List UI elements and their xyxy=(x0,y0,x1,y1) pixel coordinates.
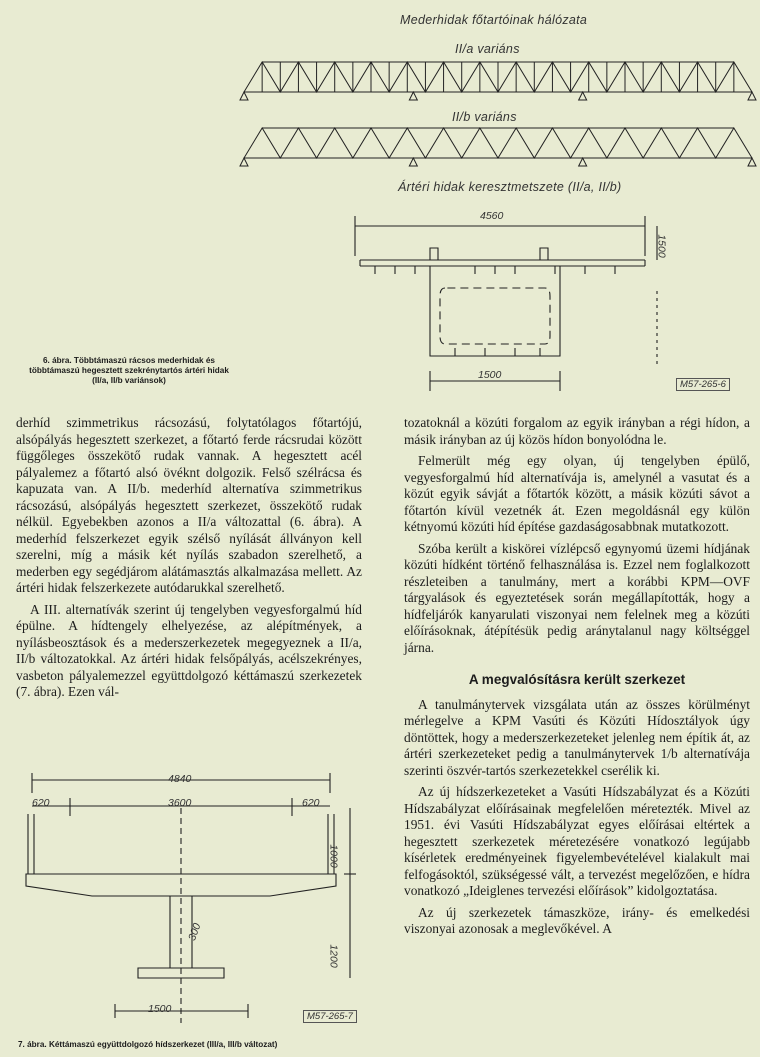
right-paragraph-5: Az új hídszerkezeteket a Vasúti Hídszabályzat és a Közúti Hídszabályzat előírásainak megfelelően méretezték. Mivel az 1951. évi Vasúti Hídszabályzat egyes előírásai eltértek a hegesztett szerkezetek méretezésére vonatkozó legújabb kísérletek eredményeinek figyelembevételével kialakult mai felfogásoktól, szükségessé vált, a tervezést megelőzően, e hídra vonatkozó „Ideiglenes tervezési előírások” kidolgoztatása. xyxy=(404,784,750,898)
fig7-middle-dimension: 3600 xyxy=(168,797,192,809)
right-paragraph-4: A tanulmánytervek vizsgálata után az összes körülményt mérlegelve a KPM Vasúti és Közúti Hídosztályok úgy döntöttek, hogy a mederszerkezeteket jelenleg nem építik át, az ártéri szerkezeteket pedig a tanulmánytervek 1/b alternatívája szerinti öszvér-tartós szerkezetekkel cserélik ki. xyxy=(404,696,750,778)
cross-side-dimension: 1500 xyxy=(655,234,668,258)
fig6-cross-section-title: Ártéri hidak keresztmetszete (II/a, II/b) xyxy=(398,180,622,194)
right-paragraph-6: Az új szerkezetek támaszköze, irány- és emelkedési viszonyai azonosak a meglevőkével. A xyxy=(404,904,750,936)
fig7-right-dimension: 620 xyxy=(302,797,320,809)
cross-top-dimension: 4560 xyxy=(480,210,504,222)
left-paragraph-1: derhíd szimmetrikus rácsozású, folytatólagos főtartójú, alsópályás hegesztett szerkezet, a főtartó ferde rácsrudai között függőleges összekötő rudak vannak. A hegesztett acél pályalemez a főtartó alsó övéknt dolgozik. Felső szélrácsa és kapuzata van. A II/b. mederhíd alternatíva szimmetrikus rácsozású, alsópályás hegesztett szerkezet, összekötő rudak nélkül. Egyebekben azonos a II/a változattal (6. ábra). A mederhíd felszerkezet egyik szélső nyílását állványon kell szerelni, míg a másik két nyílás szabadon szerelhető, a mederben egy segédjárom alátámasztás alkalmazása mellett. Az ártéri hidak felszerkezete autódarukkal szerelhető. xyxy=(16,415,362,595)
fig7-vertical-dimension-2: 1200 xyxy=(327,944,340,968)
cross-bottom-dimension: 1500 xyxy=(478,369,502,381)
left-column xyxy=(16,415,362,706)
right-paragraph-3: Szóba került a kiskörei vízlépcső egynyomú üzemi hídjának közúti hídként történő felhasználása is. Ezzel nem foglalkozott részleteiben a tanulmány, mert a korábbi KPM—OVF tárgyalások és egyeztetések során megállapították, hogy a hídfeljárók kanyarulati viszonyai nem felelnek meg a közúti előírásoknak, átépítésük pedig aránytalanul nagy költséggel járna. xyxy=(404,540,750,655)
truss-diagram-a xyxy=(238,56,758,102)
fig7-diagonal-dimension: 300 xyxy=(186,921,204,943)
cross-section-drawing xyxy=(345,196,685,396)
fig7-reference: M57-265-7 xyxy=(303,1010,357,1023)
fig7-total-dimension: 4840 xyxy=(168,773,192,785)
fig7-left-dimension: 620 xyxy=(32,797,50,809)
section-heading: A megvalósításra került szerkezet xyxy=(468,672,686,687)
right-column xyxy=(404,415,750,943)
fig7-bottom-dimension: 1500 xyxy=(148,1003,172,1015)
fig6-caption: 6. ábra. Többtámaszú rácsos mederhidak és többtámaszú hegesztett szekrénytartós ártéri hidak (II/a, II/b variánsok) xyxy=(29,356,229,385)
fig6-reference: M57-265-6 xyxy=(676,378,730,391)
left-paragraph-2: A III. alternatívák szerint új tengelyben vegyesforgalmú híd épülne. A hídtengely elhelyezése, az alépítmények, a nyílásbeosztások és a mederszerkezetek megegyeznek a II/a, II/b változatokkal. Az ártéri hidak felsőpályás, acélszekrényes, vasbeton pályalemezzel együttdolgozó kéttámaszú szerkezetek (7. ábra). Ezen vál- xyxy=(16,601,362,699)
fig7-vertical-dimension-1: 1000 xyxy=(327,844,340,868)
truss-diagram-b xyxy=(238,122,758,168)
fig6-variant-b-label: II/b variáns xyxy=(452,110,517,124)
fig6-variant-a-label: II/a variáns xyxy=(455,42,520,56)
right-paragraph-2: Felmerült még egy olyan, új tengelyben épülő, vegyesforgalmú híd alternatívája is, amelynél a vasutat és a közút egyik sávját a főtartók között, a másik közúti sávot a főtartón kívül vezetnék át. Ezen megoldásnál egy külön kétnyomú közúti híd építése gazdaságosabbnak mutatkozott. xyxy=(404,453,750,534)
fig7-caption: 7. ábra. Kéttámaszú együttdolgozó hídszerkezet (III/a, III/b változat) xyxy=(18,1040,278,1049)
right-paragraph-1: tozatoknál a közúti forgalom az egyik irányban a régi hídon, a másik irányban az új közös hídon bonyolódna le. xyxy=(404,415,750,447)
fig6-title: Mederhidak főtartóinak hálózata xyxy=(400,13,588,27)
